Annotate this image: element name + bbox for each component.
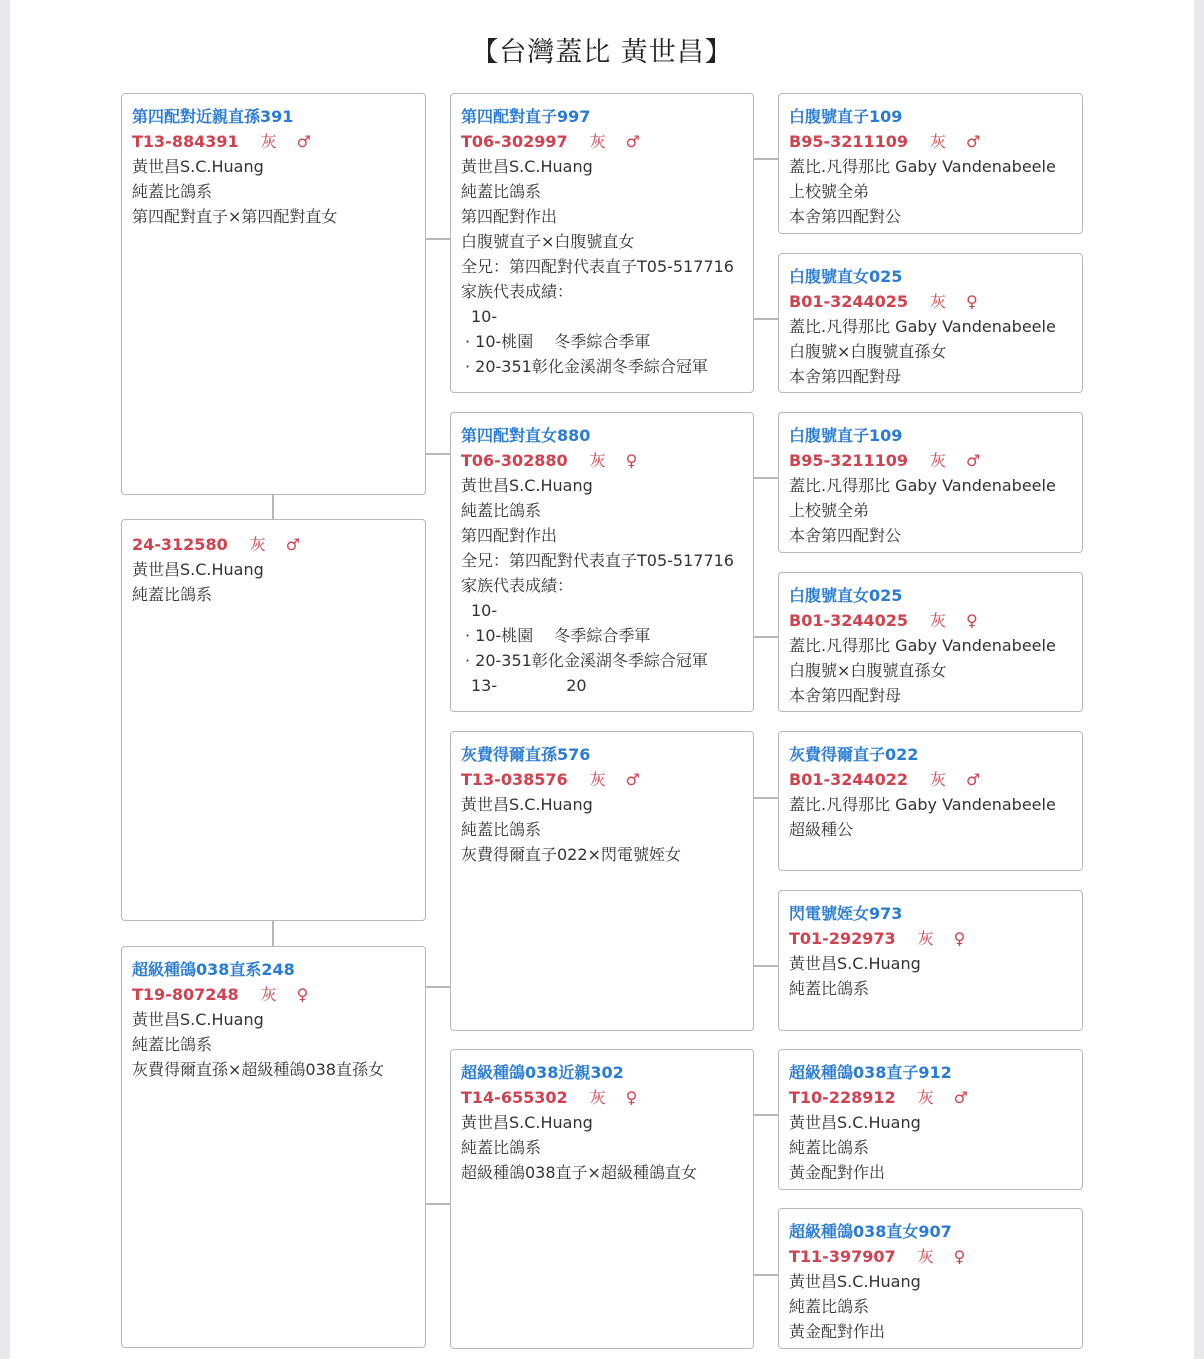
- ring-row: [461, 129, 753, 154]
- ring-number: T14-655302: [461, 1088, 568, 1107]
- result-line: · 10-桃園 冬季綜合季軍: [465, 626, 651, 645]
- sex-symbol: ♂: [966, 451, 981, 470]
- sex-symbol: ♂: [966, 770, 981, 789]
- result-line: · 20-351彰化金溪湖冬季綜合冠軍: [465, 651, 708, 670]
- pigeon-name: 超級種鴿038直子912: [789, 1063, 952, 1082]
- info-line: 黃世昌S.C.Huang: [461, 157, 593, 176]
- pigeon-name: 第四配對近親直孫391: [132, 107, 294, 126]
- pigeon-name: 閃電號姪女973: [789, 904, 903, 923]
- pigeon-name: 第四配對直子997: [461, 107, 591, 126]
- page-title: 【台灣蓋比 黃世昌】: [471, 37, 733, 68]
- ring-number: T13-884391: [132, 132, 239, 151]
- pigeon-name: 白腹號直子109: [789, 107, 903, 126]
- info-line: 白腹號×白腹號直孫女: [789, 342, 947, 361]
- info-line: 純蓋比鴿系: [132, 1035, 213, 1054]
- info-line: 灰費得爾直子022×閃電號姪女: [461, 845, 681, 864]
- ring-number: T10-228912: [789, 1088, 896, 1107]
- info-line: 黃世昌S.C.Huang: [132, 157, 264, 176]
- color-label: 灰: [930, 292, 947, 311]
- sex-symbol: ♂: [285, 535, 301, 554]
- color-label: 灰: [589, 770, 606, 789]
- ring-number: T06-302997: [461, 132, 568, 151]
- connector: [753, 318, 779, 320]
- connector: [753, 636, 779, 638]
- ring-row: [461, 1085, 753, 1110]
- ring-row: [132, 532, 425, 557]
- connector: [753, 1114, 779, 1116]
- info-line: 黃世昌S.C.Huang: [789, 1272, 921, 1291]
- info-line: 家族代表成績：: [461, 282, 574, 301]
- info-line: 本舍第四配對公: [789, 526, 902, 545]
- pedigree-card-sds: [778, 412, 1083, 553]
- info-line: 純蓋比鴿系: [132, 182, 213, 201]
- ring-number: 24-312580: [132, 535, 228, 554]
- color-label: 灰: [930, 451, 947, 470]
- pedigree-card-sire-sire: [450, 93, 754, 393]
- sex-symbol: ♂: [625, 770, 640, 789]
- ring-number: T13-038576: [461, 770, 568, 789]
- ring-row: [789, 1244, 1082, 1269]
- result-line: · 20-351彰化金溪湖冬季綜合冠軍: [465, 357, 708, 376]
- pedigree-card-sss: [778, 93, 1083, 234]
- sex-symbol: ♀: [953, 929, 966, 948]
- pedigree-card-subject: [121, 519, 426, 921]
- result-line: 10-: [471, 601, 498, 620]
- info-line: 蓋比.凡得那比 Gaby Vandenabeele: [789, 476, 1056, 495]
- pedigree-card-dam: [121, 946, 426, 1348]
- ring-number: B01-3244022: [789, 770, 909, 789]
- pedigree-card-ddd: [778, 1208, 1083, 1349]
- ring-row: [789, 129, 1082, 154]
- ring-row: [789, 767, 1082, 792]
- pigeon-name: 超級種鴿038直系248: [132, 960, 295, 979]
- pigeon-name: 超級種鴿038近親302: [461, 1063, 624, 1082]
- sex-symbol: ♀: [953, 1247, 966, 1266]
- pigeon-name: 白腹號直女025: [789, 586, 903, 605]
- connector: [272, 494, 274, 520]
- result-line: 10-: [471, 307, 498, 326]
- info-line: 全兄：第四配對代表直子T05-517716: [461, 551, 734, 570]
- sex-symbol: ♀: [625, 1088, 638, 1107]
- info-line: 純蓋比鴿系: [461, 820, 542, 839]
- pigeon-name: 灰費得爾直子022: [789, 745, 919, 764]
- pedigree-card-ssd: [778, 253, 1083, 393]
- info-line: 第四配對直子×第四配對直女: [132, 207, 338, 226]
- sex-symbol: ♀: [296, 985, 309, 1004]
- sex-symbol: ♂: [625, 132, 640, 151]
- info-line: 超級種鴿038直子×超級種鴿直女: [461, 1163, 697, 1182]
- info-line: 灰費得爾直孫×超級種鴿038直孫女: [132, 1060, 384, 1079]
- connector: [753, 1274, 779, 1276]
- info-line: 蓋比.凡得那比 Gaby Vandenabeele: [789, 157, 1056, 176]
- sex-symbol: ♂: [953, 1088, 968, 1107]
- sex-symbol: ♂: [966, 132, 981, 151]
- info-line: 純蓋比鴿系: [789, 1138, 870, 1157]
- pedigree-card-dss: [778, 731, 1083, 871]
- color-label: 灰: [917, 1247, 934, 1266]
- color-label: 灰: [589, 451, 606, 470]
- color-label: 灰: [589, 1088, 606, 1107]
- ring-number: B95-3211109: [789, 132, 909, 151]
- pedigree-card-sdd: [778, 572, 1083, 712]
- ring-row: [789, 289, 1082, 314]
- color-label: 灰: [930, 132, 947, 151]
- ring-number: T01-292973: [789, 929, 896, 948]
- info-line: 純蓋比鴿系: [789, 1297, 870, 1316]
- pedigree-card-dsd: [778, 890, 1083, 1031]
- info-line: 黃金配對作出: [789, 1163, 886, 1182]
- info-line: 第四配對作出: [461, 526, 558, 545]
- info-line: 黃世昌S.C.Huang: [132, 1010, 264, 1029]
- info-line: 白腹號直子×白腹號直女: [461, 232, 635, 251]
- pedigree-card-dam-sire: [450, 731, 754, 1031]
- pigeon-name: 白腹號直女025: [789, 267, 903, 286]
- pigeon-name: 第四配對直女880: [461, 426, 591, 445]
- info-line: 蓋比.凡得那比 Gaby Vandenabeele: [789, 795, 1056, 814]
- info-line: 黃世昌S.C.Huang: [789, 1113, 921, 1132]
- connector: [425, 453, 451, 455]
- ring-number: T11-397907: [789, 1247, 896, 1266]
- info-line: 純蓋比鴿系: [132, 585, 213, 604]
- pigeon-name: 白腹號直子109: [789, 426, 903, 445]
- info-line: 上校號全弟: [789, 501, 870, 520]
- color-label: 灰: [260, 985, 277, 1004]
- info-line: 全兄：第四配對代表直子T05-517716: [461, 257, 734, 276]
- info-line: 純蓋比鴿系: [461, 501, 542, 520]
- connector: [753, 477, 779, 479]
- sex-symbol: ♀: [966, 611, 978, 630]
- info-line: 家族代表成績：: [461, 576, 574, 595]
- info-line: 超級種公: [789, 820, 854, 839]
- info-line: 黃金配對作出: [789, 1322, 886, 1341]
- info-line: 蓋比.凡得那比 Gaby Vandenabeele: [789, 636, 1056, 655]
- info-line: 黃世昌S.C.Huang: [461, 795, 593, 814]
- result-line: · 10-桃園 冬季綜合季軍: [465, 332, 651, 351]
- info-line: 蓋比.凡得那比 Gaby Vandenabeele: [789, 317, 1056, 336]
- connector: [425, 238, 451, 240]
- pedigree-card-sire-dam: [450, 412, 754, 712]
- info-line: 黃世昌S.C.Huang: [132, 560, 264, 579]
- ring-row: [132, 982, 425, 1007]
- info-line: 本舍第四配對母: [789, 686, 902, 705]
- ring-row: [132, 129, 425, 154]
- pedigree-card-dam-dam: [450, 1049, 754, 1349]
- ring-number: B01-3244025: [789, 611, 909, 630]
- color-label: 灰: [260, 132, 277, 151]
- ring-row: [789, 926, 1082, 951]
- info-line: 第四配對作出: [461, 207, 558, 226]
- pigeon-name: 灰費得爾直孫576: [461, 745, 591, 764]
- color-label: 灰: [249, 535, 266, 554]
- info-line: 純蓋比鴿系: [789, 979, 870, 998]
- info-line: 白腹號×白腹號直孫女: [789, 661, 947, 680]
- ring-number: B01-3244025: [789, 292, 909, 311]
- sex-symbol: ♀: [966, 292, 978, 311]
- info-line: 純蓋比鴿系: [461, 182, 542, 201]
- info-line: 上校號全弟: [789, 182, 870, 201]
- connector: [425, 986, 451, 988]
- info-line: 黃世昌S.C.Huang: [461, 1113, 593, 1132]
- ring-row: [789, 608, 1082, 633]
- ring-number: B95-3211109: [789, 451, 909, 470]
- connector: [753, 797, 779, 799]
- color-label: 灰: [930, 611, 947, 630]
- ring-row: [789, 448, 1082, 473]
- color-label: 灰: [917, 929, 934, 948]
- info-line: 本舍第四配對母: [789, 367, 902, 386]
- ring-row: [789, 1085, 1082, 1110]
- info-line: 黃世昌S.C.Huang: [789, 954, 921, 973]
- pedigree-card-dds: [778, 1049, 1083, 1190]
- ring-row: [461, 767, 753, 792]
- info-line: 本舍第四配對公: [789, 207, 902, 226]
- connector: [753, 965, 779, 967]
- color-label: 灰: [930, 770, 947, 789]
- info-line: 純蓋比鴿系: [461, 1138, 542, 1157]
- sex-symbol: ♂: [296, 132, 311, 151]
- pigeon-name: 超級種鴿038直女907: [789, 1222, 952, 1241]
- color-label: 灰: [917, 1088, 934, 1107]
- ring-row: [461, 448, 753, 473]
- ring-number: T19-807248: [132, 985, 239, 1004]
- info-line: 黃世昌S.C.Huang: [461, 476, 593, 495]
- connector: [425, 1203, 451, 1205]
- connector: [753, 158, 779, 160]
- sex-symbol: ♀: [625, 451, 638, 470]
- ring-number: T06-302880: [461, 451, 568, 470]
- result-line: 13- 20: [471, 676, 587, 695]
- pedigree-card-sire: [121, 93, 426, 495]
- color-label: 灰: [589, 132, 606, 151]
- connector: [272, 920, 274, 947]
